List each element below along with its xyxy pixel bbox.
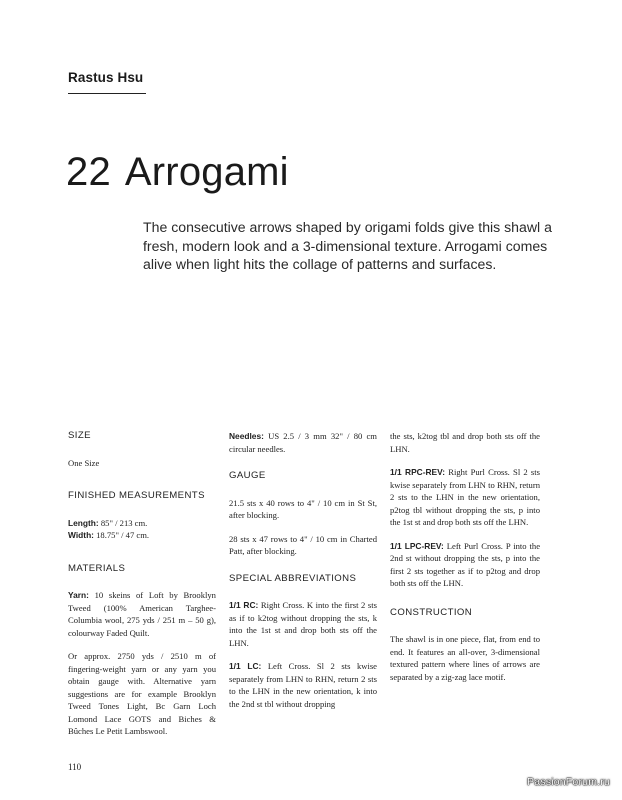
width-line [68, 529, 216, 542]
abbr-rc-label: 1/1 RC: [229, 600, 259, 610]
abbr-rpc [390, 466, 540, 529]
abbr-rpc-label: 1/1 RPC-REV: [390, 467, 446, 477]
pattern-number: 22 [66, 150, 111, 194]
abbr-lc-label: 1/1 LC: [229, 661, 262, 671]
size-value: One Size [68, 457, 100, 468]
watermark: PassionForum.ru [527, 776, 610, 788]
yarn-label: Yarn: [68, 590, 89, 600]
size-heading: SIZE [68, 430, 91, 441]
width-label: Width: [68, 530, 94, 540]
pattern-title [66, 150, 289, 195]
construction-heading: CONSTRUCTION [390, 606, 473, 618]
length-value: 85" / 213 cm. [100, 517, 148, 528]
designer-underline [68, 93, 146, 94]
width-value: 18.75" / 47 cm. [96, 530, 150, 540]
column-middle [229, 430, 377, 721]
pattern-name: Arrogami [124, 150, 289, 194]
abbreviations-heading: SPECIAL ABBREVIATIONS [229, 572, 357, 584]
abbr-rc [229, 599, 377, 649]
abbr-rc-text: Right Cross. K into the first 2 sts as if to k2tog without dropping the sts, k into the 1st st and drop both sts off the LHN. [229, 600, 377, 648]
finished-heading: FINISHED MEASUREMENTS [68, 490, 205, 501]
column-left [68, 430, 216, 749]
abbr-lc [229, 660, 377, 710]
abbr-lc-text: Left Cross. Sl 2 sts kwise separately from LHN to RHN, return 2 sts to the LHN in the new orientation, k into the 2nd st tbl without dropping [229, 661, 377, 709]
yarn-text: 10 skeins of Loft by Brooklyn Tweed (100% American Targhee-Columbia wool, 275 yds / 251 m – 50 g), colourway Faded Quilt. [68, 590, 216, 638]
column-right [390, 430, 540, 694]
abbr-lc-continued: the sts, k2tog tbl and drop both sts off the LHN. [390, 431, 540, 454]
needles-paragraph [229, 430, 377, 455]
abbr-lpc-text: Left Purl Cross. P into the 2nd st without dropping the sts, p into the first 2 sts together as if to p2tog and drop both sts off the LHN. [390, 540, 541, 588]
gauge-heading: GAUGE [229, 470, 266, 481]
materials-heading: MATERIALS [68, 562, 126, 574]
intro-paragraph: The consecutive arrows shaped by origami folds give this shawl a fresh, modern look and a 3-dimensional texture. Arrogami comes alive when light hits the collage of patterns and surfaces. [143, 219, 552, 272]
length-line [68, 517, 216, 530]
alt-yarn-paragraph: Or approx. 2750 yds / 2510 m of fingering-weight yarn or any yarn you obtain gauge with. Alternative yarn suggestions are for example Brooklyn Tweed Tones Light, Bc Garn Loch Lomond Lace GOTS and Biches & Bûches Le Petit Lambswool. [68, 651, 216, 736]
needles-label: Needles: [229, 431, 264, 441]
gauge-charted: 28 sts x 47 rows to 4" / 10 cm in Charted Patt, after blocking. [229, 533, 377, 556]
yarn-paragraph [68, 589, 216, 639]
needles-text: US 2.5 / 3 mm 32" / 80 cm circular needles. [229, 431, 377, 454]
length-label: Length: [68, 517, 99, 528]
construction-text: The shawl is in one piece, flat, from end to end. It features an all-over, 3-dimensional textured pattern where lines of arrows are separated by a zig-zag lace motif. [390, 634, 540, 682]
abbr-lpc-label: 1/1 LPC-REV: [390, 540, 444, 551]
gauge-stst: 21.5 sts x 40 rows to 4" / 10 cm in St St, after blocking. [229, 497, 377, 520]
abbr-rpc-text: Right Purl Cross. Sl 2 sts kwise separately from LHN to RHN, return 2 sts to the LHN in the new orientation, p2tog tbl without dropping the sts, p into the 1st st and drop both sts off the LHN. [390, 467, 540, 527]
abbr-lpc [390, 540, 540, 590]
page-number: 110 [68, 762, 82, 772]
designer-name: Rastus Hsu [68, 70, 144, 85]
